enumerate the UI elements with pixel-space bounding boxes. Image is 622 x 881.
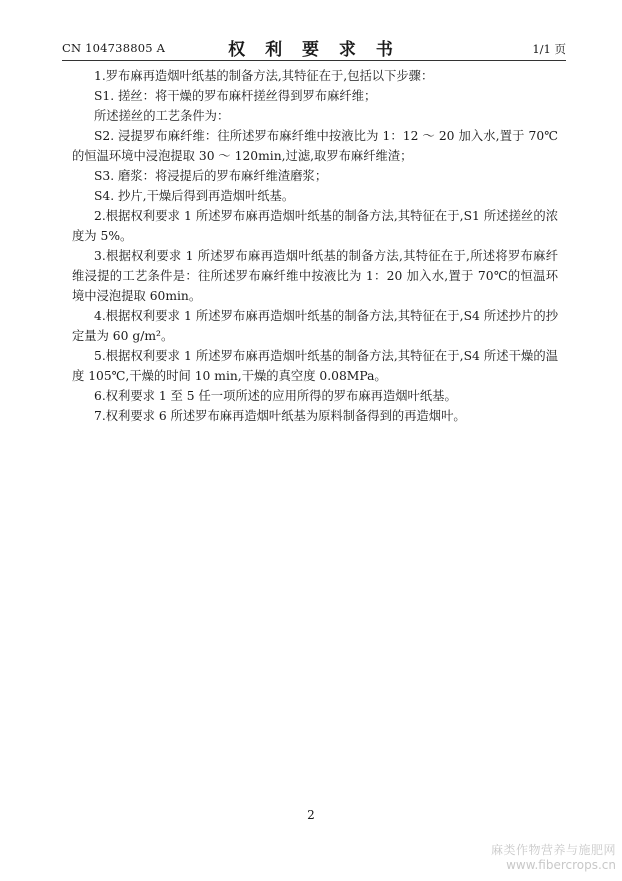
claim-paragraph: 5.根据权利要求 1 所述罗布麻再造烟叶纸基的制备方法,其特征在于,S4 所述干燥的温度 105℃,干燥的时间 10 min,干燥的真空度 0.08MPa。 [72, 349, 558, 383]
watermark-text: 麻类作物营养与施肥网 [490, 843, 616, 857]
claim-paragraph: 2.根据权利要求 1 所述罗布麻再造烟叶纸基的制备方法,其特征在于,S1 所述搓丝的浓度为 5%。 [72, 209, 558, 243]
claim-paragraph: S3. 磨浆：将浸提后的罗布麻纤维渣磨浆； [94, 169, 328, 183]
watermark-url: www.fibercrops.cn [506, 858, 616, 872]
document-header [62, 34, 566, 58]
claim-paragraph: 1.罗布麻再造烟叶纸基的制备方法,其特征在于,包括以下步骤： [94, 69, 434, 83]
claim-paragraph: S1. 搓丝：将干燥的罗布麻杆搓丝得到罗布麻纤维； [94, 89, 377, 103]
site-watermark [491, 843, 616, 873]
page-number: 2 [307, 808, 315, 822]
header-divider [62, 60, 566, 61]
claim-paragraph: 6.权利要求 1 至 5 任一项所述的应用所得的罗布麻再造烟叶纸基。 [94, 389, 457, 403]
claim-paragraph: 4.根据权利要求 1 所述罗布麻再造烟叶纸基的制备方法,其特征在于,S4 所述抄片的抄定量为 60 g/m²。 [72, 309, 558, 343]
claim-paragraph: 7.权利要求 6 所述罗布麻再造烟叶纸基为原料制备得到的再造烟叶。 [94, 409, 466, 423]
claim-paragraph: 所述搓丝的工艺条件为： [94, 109, 230, 123]
page-count: 1/1 页 [532, 42, 566, 56]
document-title: 权 利 要 求 书 [228, 40, 400, 60]
claim-paragraph: S2. 浸提罗布麻纤维：往所述罗布麻纤维中按液比为 1：12 ～ 20 加入水,置于 70℃的恒温环境中浸泡提取 30 ～ 120min,过滤,取罗布麻纤维渣； [72, 129, 558, 163]
claims-body [72, 66, 558, 426]
claim-paragraph: S4. 抄片,干燥后得到再造烟叶纸基。 [94, 189, 295, 203]
claim-paragraph: 3.根据权利要求 1 所述罗布麻再造烟叶纸基的制备方法,其特征在于,所述将罗布麻纤维浸提的工艺条件是：往所述罗布麻纤维中按液比为 1：20 加入水,置于 70℃的恒温环境中浸泡提取 60min。 [72, 249, 558, 303]
publication-number: CN 104738805 A [62, 41, 166, 55]
